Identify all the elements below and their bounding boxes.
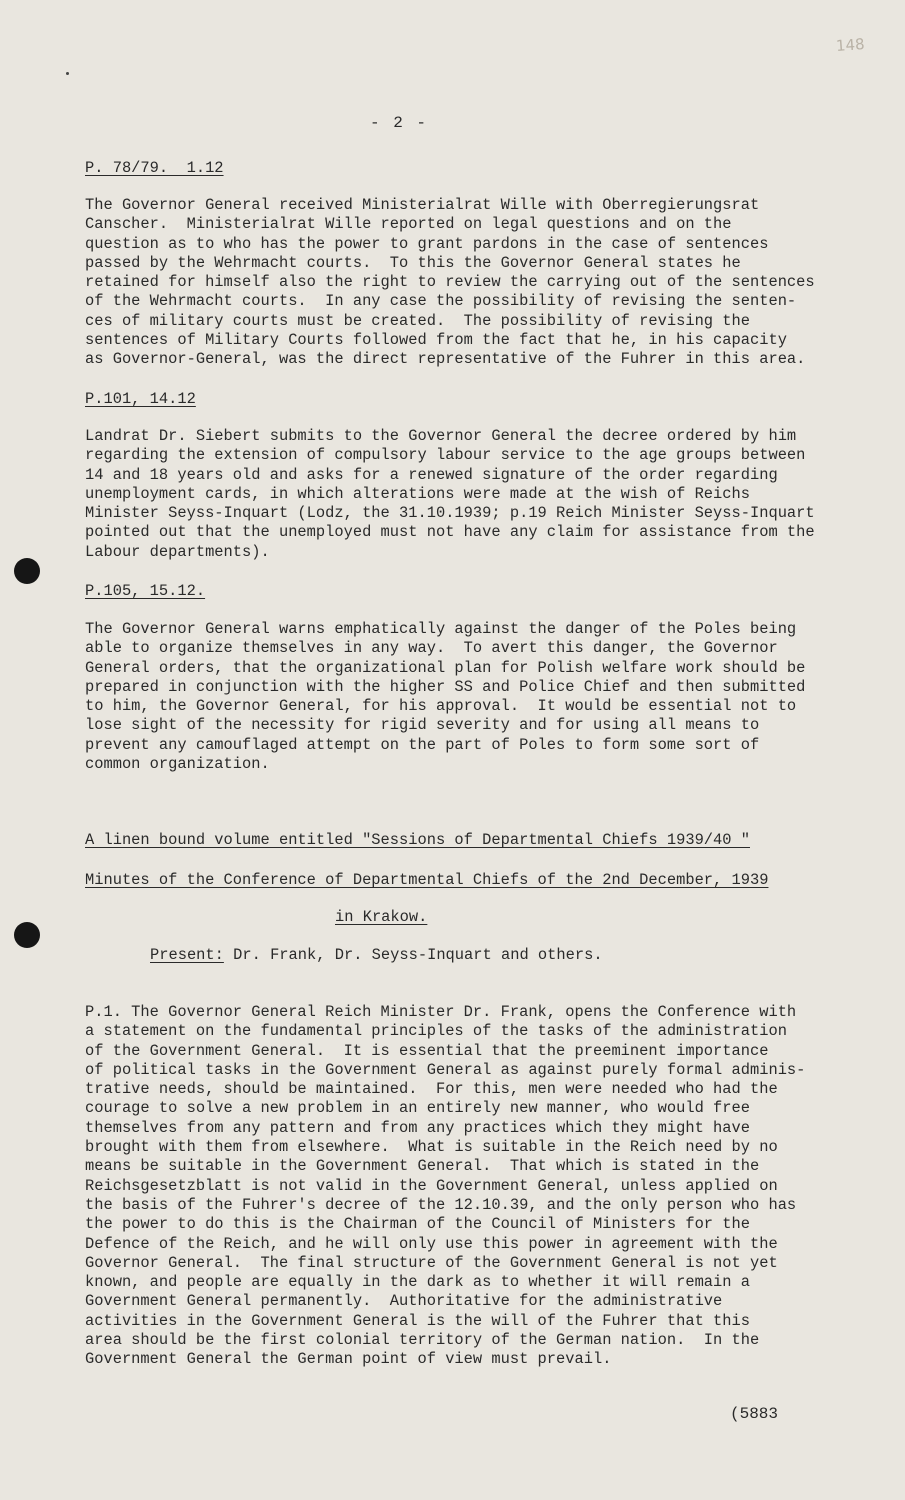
text-line: brought with them from elsewhere. What is suitable in the Reich need by no: [85, 1138, 778, 1157]
text-line: Reichsgesetzblatt is not valid in the Government General, unless applied on: [85, 1176, 778, 1195]
section1-paragraph: [85, 196, 860, 370]
text-line: The Governor General received Ministerialrat Wille with Oberregierungsrat: [85, 196, 760, 214]
section1-heading: P. 78/79. 1.12: [85, 159, 224, 177]
text-line: a statement on the fundamental principles of the tasks of the administration: [85, 1022, 787, 1041]
text-line: trative needs, should be maintained. For this, men were needed who had the: [85, 1080, 778, 1099]
punch-hole-bottom: [14, 922, 40, 948]
text-line: regarding the extension of compulsory labour service to the age groups between: [85, 446, 806, 465]
minutes-title: Minutes of the Conference of Departmental Chiefs of the 2nd December, 1939: [85, 871, 769, 889]
text-line: as Governor-General, was the direct representative of the Fuhrer in this area.: [85, 350, 806, 369]
text-line: of the Government General. It is essential that the preeminent importance: [85, 1041, 769, 1060]
text-line: prevent any camouflaged attempt on the part of Poles to form some sort of: [85, 735, 760, 754]
text-line: ces of military courts must be created. The possibility of revising the: [85, 311, 750, 330]
text-line: to him, the Governor General, for his approval. It would be essential not to: [85, 697, 797, 716]
text-line: question as to who has the power to grant pardons in the case of sentences: [85, 234, 769, 253]
text-line: the power to do this is the Chairman of the Council of Ministers for the: [85, 1215, 750, 1234]
text-line: unemployment cards, in which alterations were made at the wish of Reichs: [85, 484, 750, 503]
text-line: Canscher. Ministerialrat Wille reported on legal questions and on the: [85, 215, 732, 234]
text-line: known, and people are equally in the dark as to whether it will remain a: [85, 1273, 750, 1292]
text-line: sentences of Military Courts followed from the fact that he, in his capacity: [85, 331, 787, 350]
text-line: The Governor General warns emphatically against the danger of the Poles being: [85, 620, 797, 638]
minutes-location: in Krakow.: [335, 908, 428, 926]
section3-paragraph: [85, 620, 860, 774]
text-line: area should be the first colonial territory of the German nation. In the: [85, 1331, 760, 1350]
page-number: - 2 -: [370, 114, 429, 132]
text-line: prepared in conjunction with the higher SS and Police Chief and then submitted: [85, 677, 806, 696]
present-text: Dr. Frank, Dr. Seyss-Inquart and others.: [223, 946, 603, 964]
punch-hole-top: [14, 558, 40, 584]
text-line: lose sight of the necessity for rigid severity and for using all means to: [85, 716, 760, 735]
present-line: [150, 946, 603, 964]
text-line: of the Wehrmacht courts. In any case the possibility of revising the senten-: [85, 292, 797, 311]
text-line: able to organize themselves in any way. To avert this danger, the Governor: [85, 639, 778, 658]
text-line: General orders, that the organizational plan for Polish welfare work should be: [85, 658, 806, 677]
archive-stamp-number: 148: [835, 35, 866, 55]
volume-title: A linen bound volume entitled "Sessions of Departmental Chiefs 1939/40 ": [85, 831, 750, 849]
text-line: P.1. The Governor General Reich Minister Dr. Frank, opens the Conference with: [85, 1003, 797, 1021]
text-line: means be suitable in the Government General. That which is stated in the: [85, 1157, 760, 1176]
text-line: Government General permanently. Authoritative for the administrative: [85, 1292, 723, 1311]
section2-heading: P.101, 14.12: [85, 390, 196, 408]
text-line: Defence of the Reich, and he will only use this power in agreement with the: [85, 1234, 778, 1253]
text-line: activities in the Government General is the will of the Fuhrer that this: [85, 1311, 750, 1330]
section3-heading: P.105, 15.12.: [85, 582, 206, 600]
text-line: Labour departments).: [85, 542, 270, 561]
text-line: Landrat Dr. Siebert submits to the Governor General the decree ordered by him: [85, 427, 797, 445]
section2-paragraph: [85, 427, 860, 562]
text-line: 14 and 18 years old and asks for a renewed signature of the order regarding: [85, 465, 778, 484]
text-line: Minister Seyss-Inquart (Lodz, the 31.10.1939; p.19 Reich Minister Seyss-Inquart: [85, 504, 815, 523]
section4-paragraph: [85, 1003, 860, 1370]
text-line: themselves from any pattern and from any practices which they might have: [85, 1118, 750, 1137]
text-line: of political tasks in the Government General as against purely formal adminis-: [85, 1060, 806, 1079]
text-line: pointed out that the unemployed must not have any claim for assistance from the: [85, 523, 815, 542]
text-line: common organization.: [85, 755, 270, 774]
text-line: courage to solve a new problem in an entirely new manner, who would free: [85, 1099, 750, 1118]
text-line: passed by the Wehrmacht courts. To this the Governor General states he: [85, 253, 741, 272]
text-line: Governor General. The final structure of the Government General is not yet: [85, 1253, 778, 1272]
text-line: retained for himself also the right to review the carrying out of the sentences: [85, 273, 815, 292]
text-line: the basis of the Fuhrer's decree of the 12.10.39, and the only person who has: [85, 1195, 797, 1214]
paper-speck: [66, 72, 69, 75]
present-label: Present:: [150, 946, 224, 964]
document-number: (5883: [730, 1405, 779, 1423]
text-line: Government General the German point of view must prevail.: [85, 1350, 612, 1369]
